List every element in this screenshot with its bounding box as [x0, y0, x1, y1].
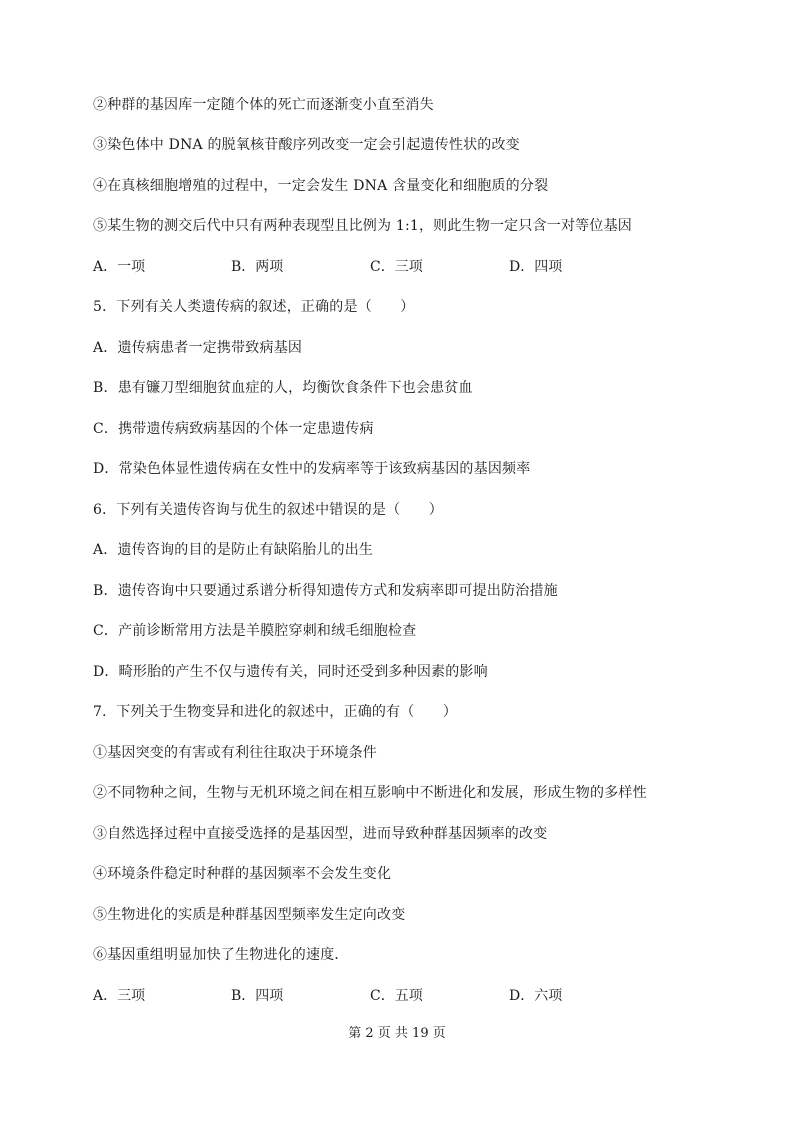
q7-option-d: D．六项 — [509, 988, 563, 1004]
q6-option-a: A．遗传咨询的目的是防止有缺陷胎儿的出生 — [93, 542, 374, 558]
q4-option-b: B．两项 — [231, 259, 284, 275]
q5-option-b: B．患有镰刀型细胞贫血症的人，均衡饮食条件下也会患贫血 — [93, 380, 473, 396]
q7-statement-1: ①基因突变的有害或有利往往取决于环境条件 — [93, 745, 377, 761]
q7-statement-2: ②不同物种之间，生物与无机环境之间在相互影响中不断进化和发展，形成生物的多样性 — [93, 785, 647, 801]
q5-option-a: A．遗传病患者一定携带致病基因 — [93, 340, 303, 356]
q7-stem: 7．下列关于生物变异和进化的叙述中，正确的有（ ） — [93, 704, 458, 720]
q4-option-a: A．一项 — [93, 259, 146, 275]
q7-statement-3: ③自然选择过程中直接受选择的是基因型，进而导致种群基因频率的改变 — [93, 826, 548, 842]
q6-option-b: B．遗传咨询中只要通过系谱分析得知遗传方式和发病率即可提出防治措施 — [93, 583, 558, 599]
q4-statement-5: ⑤某生物的测交后代中只有两种表现型且比例为 1:1，则此生物一定只含一对等位基因 — [93, 218, 632, 234]
q4-statement-4: ④在真核细胞增殖的过程中，一定会发生 DNA 含量变化和细胞质的分裂 — [93, 178, 549, 194]
q7-statement-6: ⑥基因重组明显加快了生物进化的速度． — [93, 947, 349, 963]
q7-statement-5: ⑤生物进化的实质是种群基因型频率发生定向改变 — [93, 907, 406, 923]
q7-statement-4: ④环境条件稳定时种群的基因频率不会发生变化 — [93, 866, 392, 882]
q4-option-d: D．四项 — [509, 259, 563, 275]
q5-stem: 5．下列有关人类遗传病的叙述，正确的是（ ） — [93, 299, 415, 315]
q6-stem: 6．下列有关遗传咨询与优生的叙述中错误的是（ ） — [93, 502, 443, 518]
q7-option-a: A．三项 — [93, 988, 146, 1004]
q5-option-c: C．携带遗传病致病基因的个体一定患遗传病 — [93, 421, 374, 437]
q5-option-d: D．常染色体显性遗传病在女性中的发病率等于该致病基因的基因频率 — [93, 461, 531, 477]
page-footer: 第 2 页 共 19 页 — [348, 1026, 446, 1041]
q6-option-c: C．产前诊断常用方法是羊膜腔穿刺和绒毛细胞检查 — [93, 623, 417, 639]
q7-option-c: C．五项 — [370, 988, 423, 1004]
q6-option-d: D．畸形胎的产生不仅与遗传有关，同时还受到多种因素的影响 — [93, 664, 488, 680]
q4-statement-2: ②种群的基因库一定随个体的死亡而逐渐变小直至消失 — [93, 97, 434, 113]
q7-option-b: B．四项 — [231, 988, 284, 1004]
q4-option-c: C．三项 — [370, 259, 423, 275]
q4-statement-3: ③染色体中 DNA 的脱氧核苷酸序列改变一定会引起遗传性状的改变 — [93, 137, 520, 153]
